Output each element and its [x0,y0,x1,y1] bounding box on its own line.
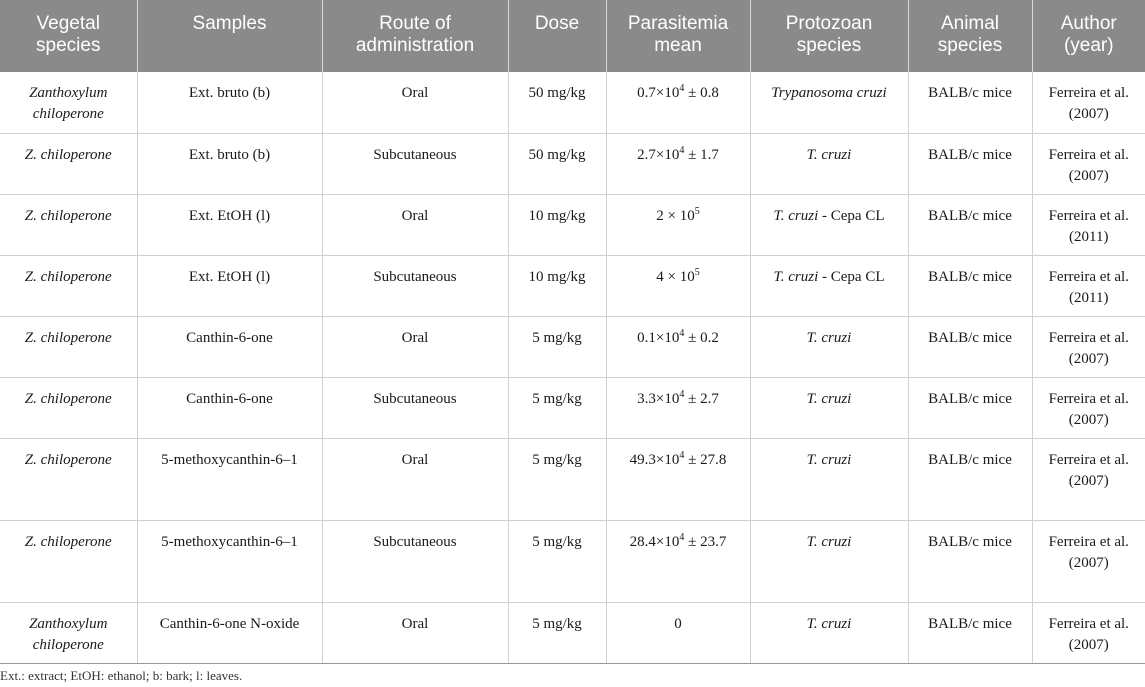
table-row [0,194,1145,255]
header-vegetal-species: Vegetal species [0,0,137,72]
cell-dose: 10 mg/kg [508,255,606,316]
cell-sample: Canthin-6-one [137,377,322,438]
cell-author: Ferreira et al. (2007) [1032,377,1145,438]
cell-animal: BALB/c mice [908,194,1032,255]
cell-dose: 50 mg/kg [508,72,606,133]
cell-protozoan: T. cruzi - Cepa CL [750,194,908,255]
cell-animal: BALB/c mice [908,438,1032,520]
cell-species: Z. chiloperone [0,377,137,438]
cell-dose: 50 mg/kg [508,133,606,194]
cell-route: Oral [322,316,508,377]
cell-sample: 5-methoxycanthin-6–1 [137,438,322,520]
cell-route: Oral [322,438,508,520]
header-route: Route of administration [322,0,508,72]
cell-species: Z. chiloperone [0,520,137,602]
cell-route: Oral [322,602,508,663]
cell-animal: BALB/c mice [908,377,1032,438]
table-header-row [0,0,1145,72]
cell-protozoan: T. cruzi [750,133,908,194]
table-row [0,255,1145,316]
cell-sample: 5-methoxycanthin-6–1 [137,520,322,602]
cell-parasitemia: $49.3\times 10^4 \pm 27.8$ [606,438,750,520]
cell-dose: 5 mg/kg [508,520,606,602]
table-row [0,316,1145,377]
cell-sample: Canthin-6-one [137,316,322,377]
cell-species: Z. chiloperone [0,316,137,377]
cell-author: Ferreira et al. (2007) [1032,72,1145,133]
cell-dose: 5 mg/kg [508,316,606,377]
cell-author: Ferreira et al. (2007) [1032,602,1145,663]
cell-protozoan: Trypanosoma cruzi [750,72,908,133]
cell-protozoan: T. cruzi [750,520,908,602]
cell-protozoan: T. cruzi [750,316,908,377]
cell-dose: 5 mg/kg [508,602,606,663]
cell-parasitemia: $0.7\times 10^4 \pm 0.8$ [606,72,750,133]
table-row [0,72,1145,133]
cell-dose: 5 mg/kg [508,438,606,520]
cell-parasitemia: $28.4\times 10^4 \pm 23.7$ [606,520,750,602]
cell-parasitemia: $4 \times 10^5$ [606,255,750,316]
cell-author: Ferreira et al. (2007) [1032,438,1145,520]
cell-author: Ferreira et al. (2007) [1032,133,1145,194]
cell-parasitemia: $2.7\times 10^4 \pm 1.7$ [606,133,750,194]
cell-route: Oral [322,72,508,133]
header-dose: Dose [508,0,606,72]
cell-route: Subcutaneous [322,377,508,438]
header-author: Author (year) [1032,0,1145,72]
header-animal: Animal species [908,0,1032,72]
cell-species: Z. chiloperone [0,133,137,194]
cell-protozoan: T. cruzi [750,438,908,520]
cell-route: Subcutaneous [322,133,508,194]
header-parasitemia: Parasitemia mean [606,0,750,72]
table-footnote: Ext.: extract; EtOH: ethanol; b: bark; l: leaves. [0,668,243,683]
cell-protozoan: T. cruzi [750,602,908,663]
table-row [0,520,1145,602]
table-row [0,133,1145,194]
header-samples: Samples [137,0,322,72]
cell-parasitemia: $0.1\times 10^4 \pm 0.2$ [606,316,750,377]
table-row [0,438,1145,520]
cell-author: Ferreira et al. (2007) [1032,520,1145,602]
cell-sample: Ext. bruto (b) [137,72,322,133]
cell-animal: BALB/c mice [908,316,1032,377]
cell-parasitemia: $3.3\times 10^4 \pm 2.7$ [606,377,750,438]
cell-sample: Canthin-6-one N-oxide [137,602,322,663]
cell-route: Subcutaneous [322,520,508,602]
cell-species: Z. chiloperone [0,255,137,316]
cell-protozoan: T. cruzi [750,377,908,438]
cell-animal: BALB/c mice [908,602,1032,663]
cell-author: Ferreira et al. (2011) [1032,255,1145,316]
cell-dose: 5 mg/kg [508,377,606,438]
table-row [0,602,1145,663]
cell-author: Ferreira et al. (2007) [1032,316,1145,377]
cell-species: Z. chiloperone [0,194,137,255]
cell-species: Zanthoxylum chiloperone [0,72,137,133]
cell-parasitemia: $2 \times 10^5$ [606,194,750,255]
cell-animal: BALB/c mice [908,520,1032,602]
cell-protozoan: T. cruzi - Cepa CL [750,255,908,316]
cell-dose: 10 mg/kg [508,194,606,255]
cell-sample: Ext. EtOH (l) [137,194,322,255]
header-protozoan: Protozoan species [750,0,908,72]
cell-species: Z. chiloperone [0,438,137,520]
cell-route: Subcutaneous [322,255,508,316]
cell-animal: BALB/c mice [908,133,1032,194]
table-row [0,377,1145,438]
cell-sample: Ext. bruto (b) [137,133,322,194]
cell-sample: Ext. EtOH (l) [137,255,322,316]
cell-species: Zanthoxylum chiloperone [0,602,137,663]
cell-parasitemia: 0 [606,602,750,663]
cell-animal: BALB/c mice [908,255,1032,316]
cell-route: Oral [322,194,508,255]
cell-animal: BALB/c mice [908,72,1032,133]
cell-author: Ferreira et al. (2011) [1032,194,1145,255]
